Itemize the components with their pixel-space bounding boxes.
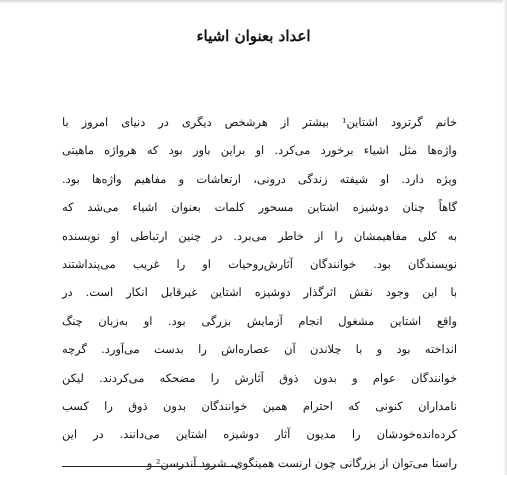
page-edge-shadow-top: [0, 0, 507, 4]
text-line: واقع اشتاین مشغول انجام آزمایش بزرگی بود. او به‌زبان چنگ: [62, 313, 457, 328]
body-paragraph: [62, 108, 457, 477]
text-line: خانم گرترود اشتاین¹ بیشتر از هرشخص دیگری در دنیای امروز با: [62, 115, 457, 129]
footnote-separator: [62, 466, 238, 467]
chapter-title: اعداد بعنوان اشیاء: [196, 27, 311, 45]
text-line: کرده‌اند‌ه‌خودشان را مدیون آثار دوشیزه اشتاین می‌دانند. در این: [62, 427, 457, 442]
text-line: نویسندگان بود. خوانندگان آثارش‌روحیات او را غریب می‌پنداشتند: [62, 256, 457, 271]
text-line: واژه‌ها مثل اشیاء برخورد می‌کرد. او براین باور بود که هرواژه ماهیتی: [62, 143, 457, 158]
text-line: ویژه دارد. او شیفته زندگی درونی، ارتعاشات و مفاهیم واژه‌ها بود.: [62, 171, 457, 186]
text-line: با این وجود نقش اثرگذار دوشیزه اشتاین غیرقابل انکار است. در: [62, 285, 457, 300]
text-line: خوانندگان عوام و بدون ذوق آثارش را مضحکه می‌کردند. لیکن: [62, 370, 457, 385]
text-line: انداخته بود و با چلاندن آن عصاره‌اش را بدست می‌آورد. گرچه: [62, 342, 457, 357]
text-line: راستا می‌توان از بزرگانی چون ارنست همینگوی، شرود آندرسن² و: [146, 455, 457, 470]
text-line: گاهاً چنان دوشیزه اشتاین مسحور کلمات بعنوان اشیاء می‌شد که: [62, 200, 457, 215]
page-edge-shadow-right: [503, 0, 507, 475]
text-line: به کلی مفاهیمشان را از خاطر می‌برد. در چنین ارتباطی او نویسنده: [62, 228, 457, 243]
text-line: نامداران کنونی که احترام همین خوانندگان بدون ذوق را کسب: [62, 398, 457, 413]
